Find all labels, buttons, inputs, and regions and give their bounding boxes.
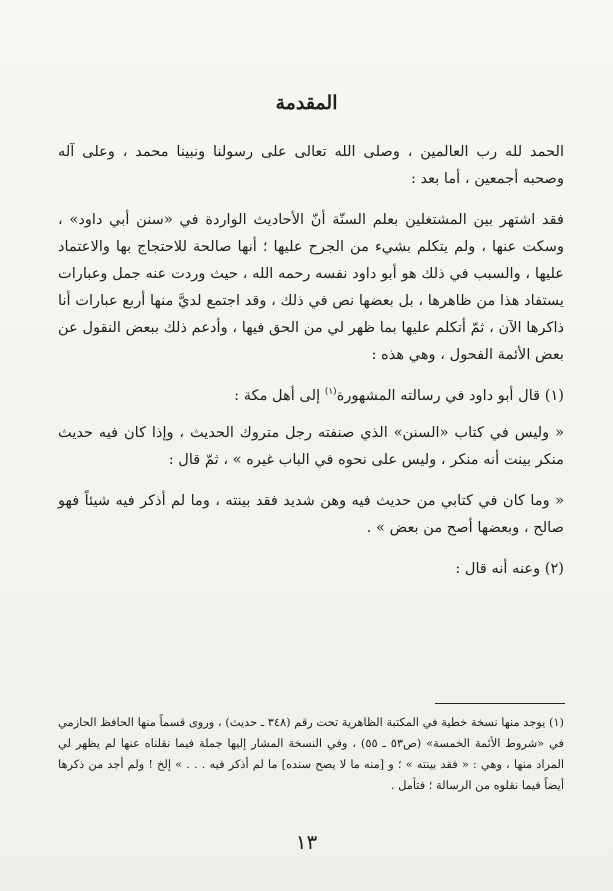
quote-heading-1-text: (١) قال أبو داود في رسالته المشهورة [336,387,564,404]
footnote-reference: (١) [324,387,337,398]
quote-heading-1 [58,382,564,409]
paragraph-intro: الحمد لله رب العالمين ، وصلى الله تعالى على رسولنا ونبينا محمد ، وعلى آله وصحبه أجمعين ، أما بعد : [58,143,564,187]
footnote [58,712,564,796]
footnote-text: (١) يوجد منها نسخة خطية في المكتبة الظاهرية تحت رقم (٣٤٨ ـ حديث) ، وروى قسماً منها الحافظ الحازمي في «شروط الأئمة الخمسة» (ص٥٣ ـ ٥٥) ، وفي النسخة المشار إليها جملة فيما نقلناه عنها لم يظهر لي المراد منها ، وهي : « فقد بينته » ؛ و [منه ما لا يصح سنده] ما لم أذكر فيه . . . » إلخ ! ولم أجد من ذكرها أيضاً فيما نقلوه من الرسالة ؛ فتأمل . [58,715,564,792]
quote-paragraph-2: « وما كان في كتابي من حديث فيه وهن شديد فقد بينته ، وما لم أذكر فيه شيئاً فهو صالح ، وبعضها أصح من بعض » . [58,492,564,536]
footnote-divider [435,703,565,704]
quote-heading-1-tail: إلى أهل مكة : [234,387,325,404]
quote-heading-2: (٢) وعنه أنه قال : [455,560,564,577]
page-number: ١٣ [295,830,318,854]
body-text [58,138,564,596]
paragraph-main: فقد اشتهر بين المشتغلين بعلم السنّة أنّ الأحاديث الواردة في «سنن أبي داود» ، وسكت عنها ، ولم يتكلم بشيء من الجرح عليها ؛ أنها صالحة للاحتجاج بها والاعتماد عليها ، والسبب في ذلك هو أبو داود نفسه رحمه الله ، حيث وردت عنه جمل وعبارات يستفاد هذا من ظاهرها ، بل بعضها نص في ذلك ، وقد اجتمع لديَّ منها أربع عبارات أنا ذاكرها الآن ، ثمّ أتكلم عليها بما ظهر لي من الحق فيها ، وأدعم ذلك ببعض النقول عن بعض الأئمة الفحول ، وهي هذه : [58,211,564,363]
page-title: المقدمة [275,92,338,114]
quote-paragraph-1: « وليس في كتاب «السنن» الذي صنفته رجل متروك الحديث ، وإذا كان فيه حديث منكر بينت أنه منكر ، وليس على نحوه في الباب غيره » ، ثمّ قال : [58,424,564,468]
